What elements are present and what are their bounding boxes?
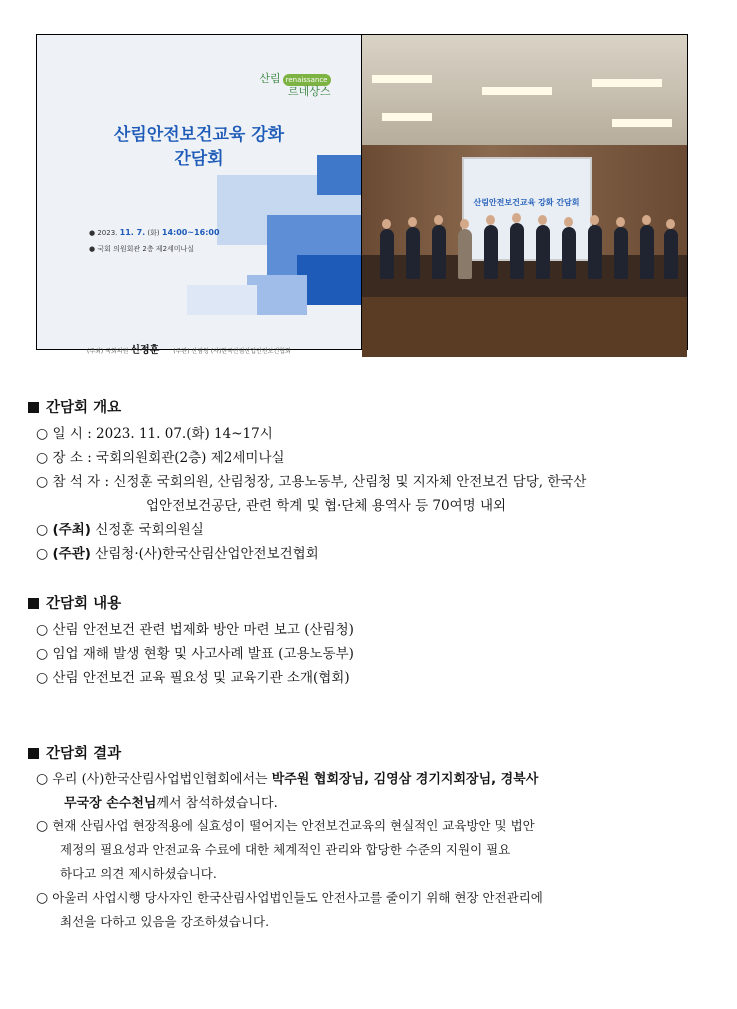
- result-heading: 간담회 결과: [28, 742, 121, 763]
- result-item-2-cont: 제정의 필요성과 안전교육 수료에 대한 체계적인 관리와 합당한 수준의 지원이 필요: [60, 842, 511, 857]
- content-heading: 간담회 내용: [28, 592, 121, 613]
- overview-organizer: ○ (주관) 산림청·(사)한국산림산업안전보건협회: [36, 546, 319, 562]
- content-item: ○ 산림 안전보건 관련 법제화 방안 마련 보고 (산림청): [36, 622, 354, 638]
- poster-info: ● 2023. 11. 7. (화) 14:00~16:00 ● 국회 의원회관 2층 제2세미나실: [89, 228, 220, 253]
- meeting-photo: [361, 35, 688, 349]
- result-item-2: ○ 현재 산림사업 현장적용에 실효성이 떨어지는 안전보건교육의 현실적인 교육방안 및 법안: [36, 818, 535, 834]
- result-item-1: ○ 우리 (사)한국산림사업법인협회에서는 박주원 협회장님, 김영삼 경기지회장님, 경북사: [36, 771, 539, 787]
- overview-host: ○ (주최) 신정훈 국회의원실: [36, 522, 204, 538]
- result-item-3: ○ 아울러 사업시행 당사자인 한국산림사업법인들도 안전사고를 줄이기 위해 현장 안전관리에: [36, 890, 543, 906]
- overview-date: ○ 일 시 : 2023. 11. 07.(화) 14~17시: [36, 426, 273, 442]
- result-item-3-cont: 최선을 다하고 있음을 강조하셨습니다.: [60, 914, 270, 929]
- result-item-2-cont: 하다고 의견 제시하셨습니다.: [60, 866, 217, 881]
- poster-title: 산림안전보건교육 강화 간담회: [113, 125, 285, 169]
- overview-attendees: ○ 참 석 자 : 신정훈 국회의원, 산림청장, 고용노동부, 산림청 및 지자체 안전보건 담당, 한국산: [36, 474, 587, 490]
- overview-place: ○ 장 소 : 국회의원회관(2층) 제2세미나실: [36, 450, 285, 466]
- overview-heading: 간담회 개요: [28, 396, 121, 417]
- photo-panel: [36, 34, 688, 356]
- overview-attendees-cont: 업안전보건공단, 관련 학계 및 협·단체 용역사 등 70여명 내외: [146, 498, 507, 514]
- content-item: ○ 임업 재해 발생 현황 및 사고사례 발표 (고용노동부): [36, 646, 354, 662]
- content-item: ○ 산림 안전보건 교육 필요성 및 교육기관 소개(협회): [36, 670, 350, 686]
- room-screen: 산림안전보건교육 강화 간담회: [462, 157, 592, 261]
- poster-footer: (주최) 국회의원 신정훈 (주관) 산림청 (사)한국산림산업안전보건협회: [87, 345, 291, 356]
- poster-logo: 산림 renaissance 르네상스: [259, 72, 331, 98]
- event-poster-image: [37, 35, 361, 356]
- result-item-1-cont: 무국장 손수천님께서 참석하셨습니다.: [64, 796, 278, 811]
